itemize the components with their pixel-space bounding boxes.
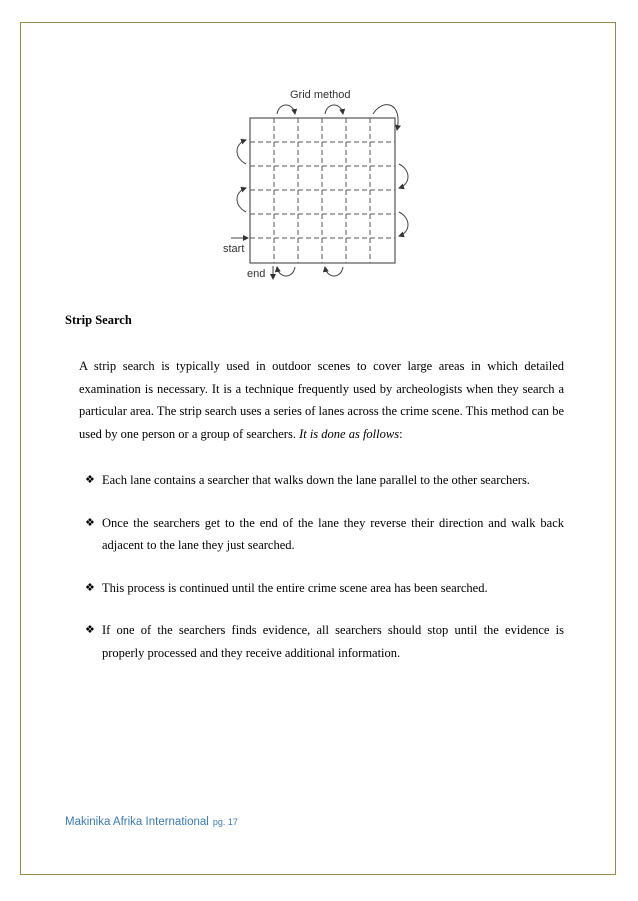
grid-method-figure <box>215 80 415 282</box>
intro-paragraph-end: : <box>399 426 403 441</box>
section-heading: Strip Search <box>65 313 132 327</box>
figure-title: Grid method <box>290 89 351 101</box>
diamond-bullet-icon: ❖ <box>85 474 95 486</box>
list-item <box>79 577 564 600</box>
intro-paragraph-emphasis: It is done as follows <box>299 426 400 441</box>
footer-organization: Makinika Afrika International <box>65 816 209 828</box>
left-loop-arrows <box>237 140 246 212</box>
end-label: end <box>247 268 266 280</box>
list-item-text: Once the searchers get to the end of the lane they reverse their direction and walk back adjacent to the lane they just searched. <box>102 515 564 552</box>
diamond-bullet-icon: ❖ <box>85 516 95 529</box>
page-footer <box>65 812 238 830</box>
list-item <box>79 469 564 492</box>
diamond-bullet-icon: ❖ <box>85 624 95 636</box>
intro-paragraph <box>79 355 564 445</box>
diamond-bullet-icon: ❖ <box>85 581 95 594</box>
bottom-loop-arrows <box>277 267 343 276</box>
intro-paragraph-text: A strip search is typically used in outdoor scenes to cover large areas in which detailed examination is necessary. It is a technique frequently used by archeologists when they search a particular area. The strip search uses a series of lanes across the crime scene. This method can be used by one person or a group of searchers. <box>79 359 564 441</box>
bullet-list <box>79 469 564 664</box>
list-item-text: If one of the searchers finds evidence, all searchers should stop until the evidence is properly processed and they receive additional information. <box>102 623 564 660</box>
grid-method-diagram <box>215 80 415 282</box>
footer-page-number: pg. 17 <box>212 817 238 827</box>
list-item <box>79 619 564 664</box>
list-item-text: Each lane contains a searcher that walks down the lane parallel to the other searchers. <box>102 473 530 487</box>
list-item <box>79 512 564 557</box>
list-item-text: This process is continued until the entire crime scene area has been searched. <box>102 580 488 595</box>
top-loop-arrows <box>277 105 398 130</box>
right-loop-arrows <box>399 164 408 236</box>
start-label: start <box>223 243 245 255</box>
